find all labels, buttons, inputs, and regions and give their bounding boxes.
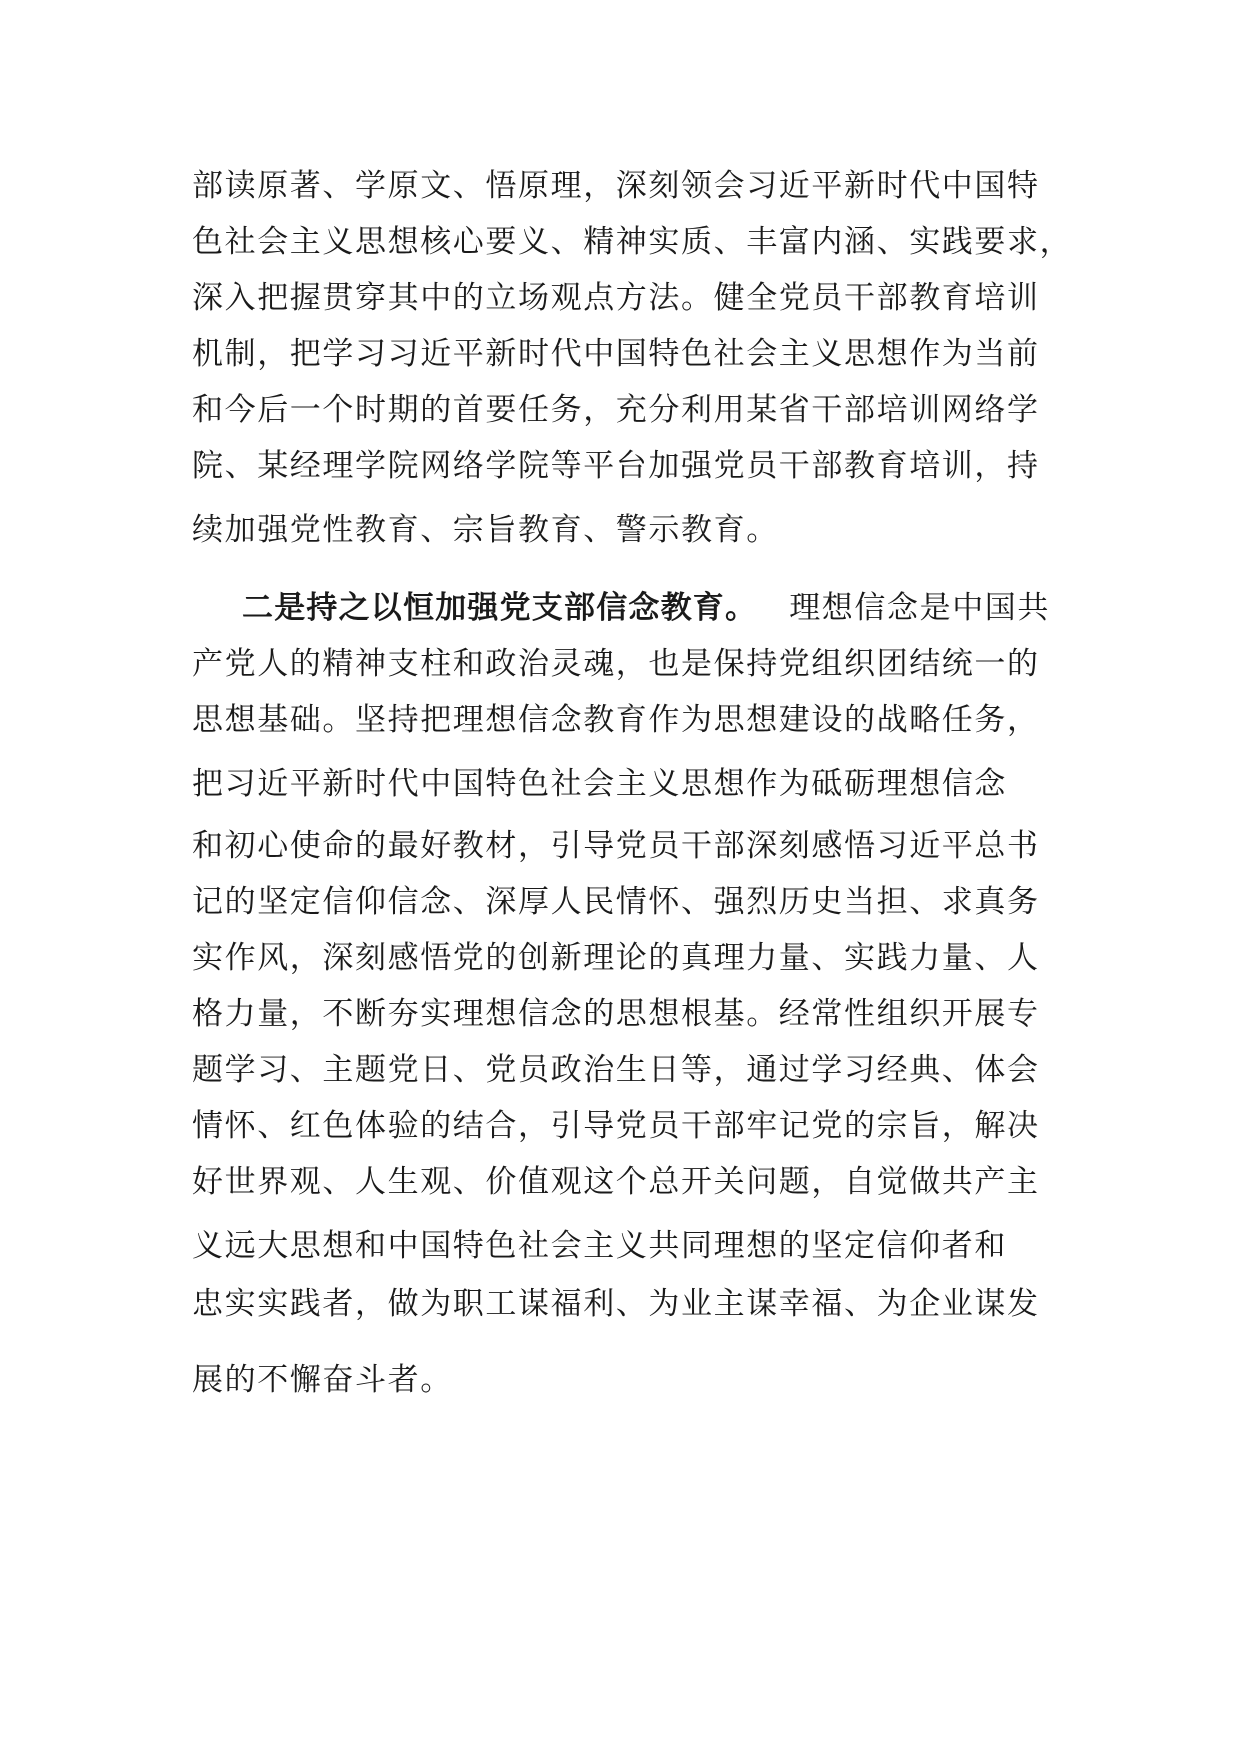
paragraph-1-line-4: 机制，把学习习近平新时代中国特色社会主义思想作为当前 [192,336,1040,372]
paragraph-2-line-5: 和初心使命的最好教材，引导党员干部深刻感悟习近平总书 [192,828,1040,864]
paragraph-2-line-9: 题学习、主题党日、党员政治生日等，通过学习经典、体会 [192,1052,1040,1088]
paragraph-2-line-13: 忠实实践者，做为职工谋福利、为业主谋幸福、为企业谋发 [192,1286,1040,1322]
paragraph-2-line-6: 记的坚定信仰信念、深厚人民情怀、强烈历史当担、求真务 [192,884,1040,920]
paragraph-2-line-12: 义远大思想和中国特色社会主义共同理想的坚定信仰者和 [192,1228,1007,1264]
paragraph-2-first-line [242,588,1050,628]
paragraph-1-line-6: 院、某经理学院网络学院等平台加强党员干部教育培训，持 [192,448,1040,484]
paragraph-2-first-line-text: 理想信念是中国共 [789,590,1051,626]
paragraph-2-line-7: 实作风，深刻感悟党的创新理论的真理力量、实践力量、人 [192,940,1040,976]
paragraph-1-line-2: 色社会主义思想核心要义、精神实质、丰富内涵、实践要求， [192,224,1073,260]
paragraph-2-line-4: 把习近平新时代中国特色社会主义思想作为砥砺理想信念 [192,766,1007,802]
paragraph-2-heading: 二是持之以恒加强党支部信念教育。 [242,590,758,626]
paragraph-1-line-7: 续加强党性教育、宗旨教育、警示教育。 [192,512,779,548]
paragraph-2-line-8: 格力量，不断夯实理想信念的思想根基。经常性组织开展专 [192,996,1040,1032]
paragraph-2-line-2: 产党人的精神支柱和政治灵魂，也是保持党组织团结统一的 [192,646,1040,682]
paragraph-1-line-3: 深入把握贯穿其中的立场观点方法。健全党员干部教育培训 [192,280,1040,316]
paragraph-2-line-14: 展的不懈奋斗者。 [192,1362,453,1398]
paragraph-2-line-3: 思想基础。坚持把理想信念教育作为思想建设的战略任务， [192,702,1040,738]
paragraph-1-line-1: 部读原著、学原文、悟原理，深刻领会习近平新时代中国特 [192,168,1040,204]
paragraph-1-line-5: 和今后一个时期的首要任务，充分利用某省干部培训网络学 [192,392,1040,428]
paragraph-2-line-10: 情怀、红色体验的结合，引导党员干部牢记党的宗旨，解决 [192,1108,1040,1144]
paragraph-2-line-11: 好世界观、人生观、价值观这个总开关问题，自觉做共产主 [192,1164,1040,1200]
